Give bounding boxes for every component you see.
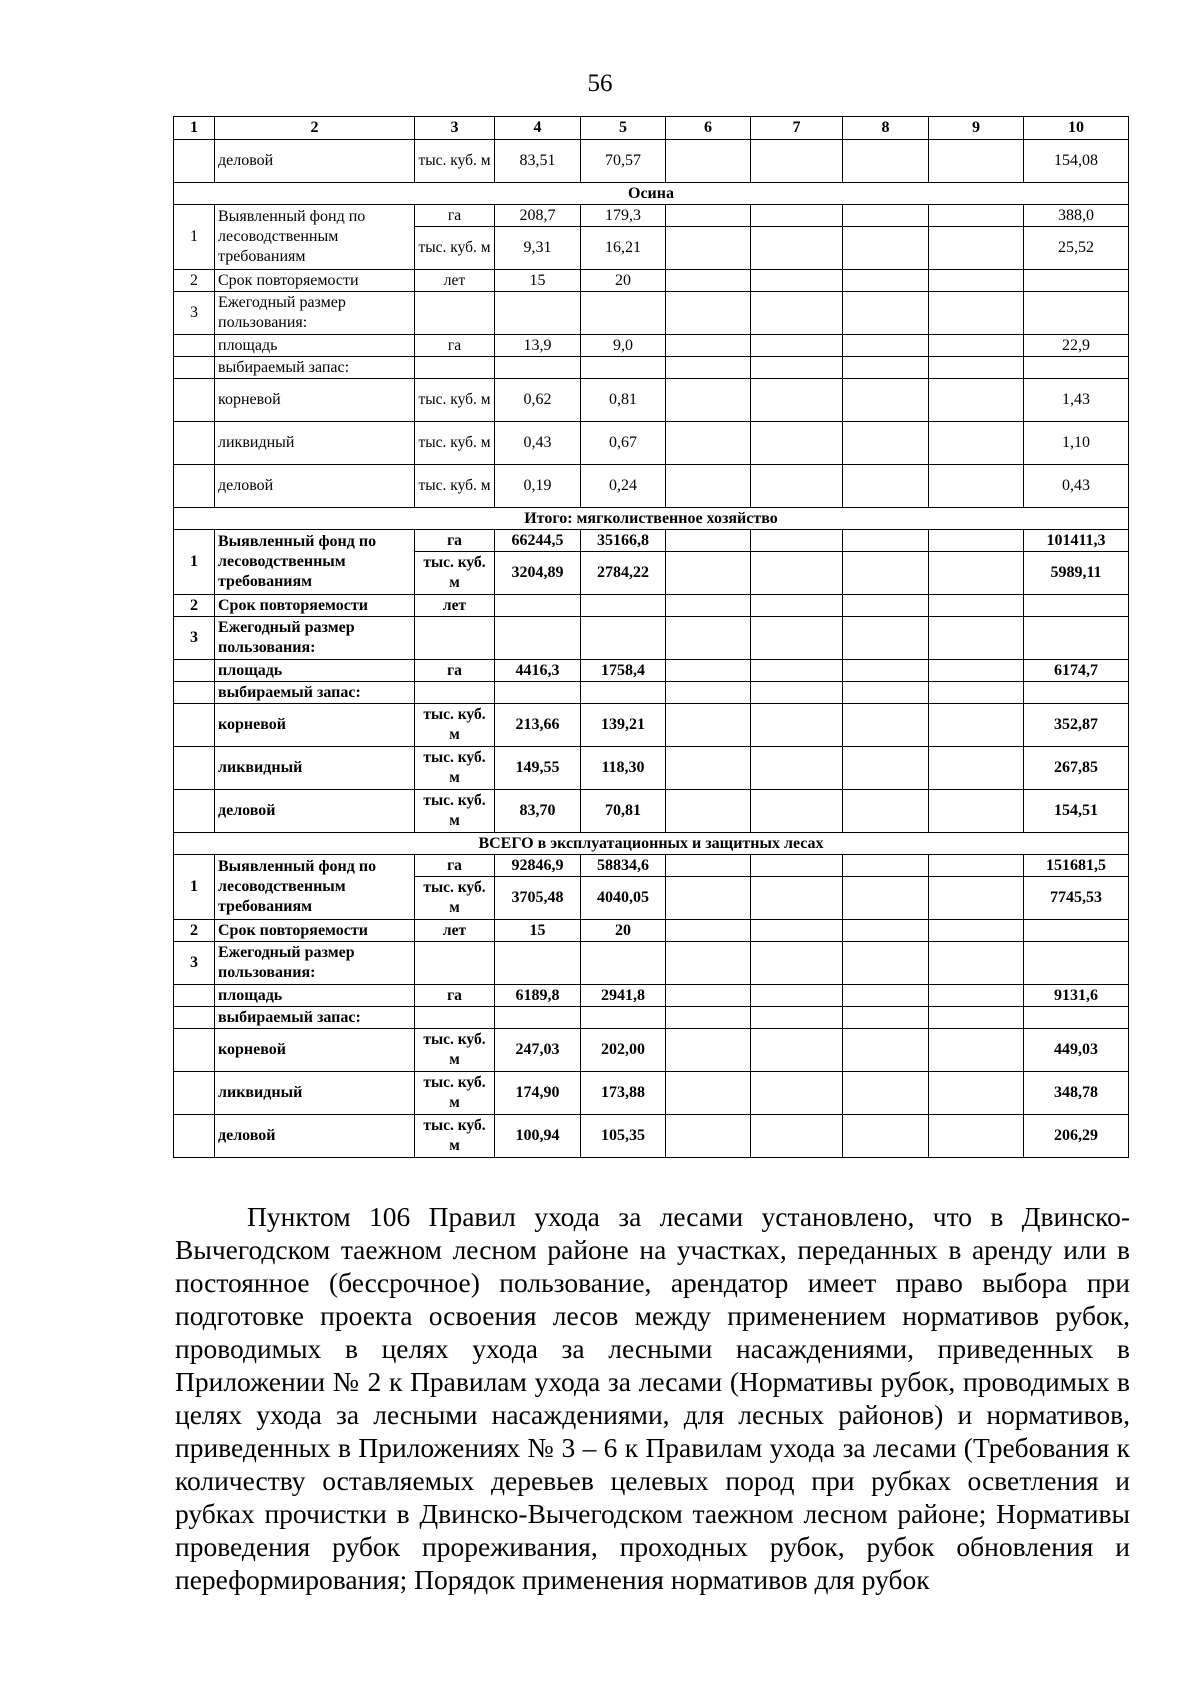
value-cell: 139,21 [581,704,666,747]
row-label: Срок повторяемости [215,595,415,617]
value-cell: 4416,3 [495,660,581,682]
row-number: 3 [174,292,215,335]
value-cell: 58834,6 [581,855,666,877]
value-cell: 35166,8 [581,530,666,552]
unit-cell: га [415,855,495,877]
value-cell: 22,9 [1024,335,1129,357]
section-header-row [174,833,1129,855]
value-cell: 149,55 [495,747,581,790]
value-cell: 247,03 [495,1029,581,1072]
row-label: корневой [215,704,415,747]
unit-cell: га [415,205,495,227]
value-cell: 6174,7 [1024,660,1129,682]
value-cell [581,595,666,617]
unit-cell: тыс. куб. м [415,422,495,465]
value-cell: 202,00 [581,1029,666,1072]
forest-use-table [173,116,1129,1158]
section-title: Итого: мягколиственное хозяйство [174,508,1129,530]
unit-cell: тыс. куб. м [415,790,495,833]
value-cell: 66244,5 [495,530,581,552]
col-header-5: 5 [581,117,666,140]
value-cell: 92846,9 [495,855,581,877]
table-row [174,1072,1129,1115]
row-number: 2 [174,920,215,942]
value-cell: 15 [495,270,581,292]
value-cell: 0,81 [581,379,666,422]
table-row [174,942,1129,985]
value-cell: 100,94 [495,1115,581,1158]
value-cell: 208,7 [495,205,581,227]
unit-cell: лет [415,595,495,617]
value-cell: 3705,48 [495,877,581,920]
unit-cell: тыс. куб. м [415,552,495,595]
value-cell: 6189,8 [495,985,581,1007]
table-row [174,205,1129,227]
row-label: площадь [215,660,415,682]
row-label: выбираемый запас: [215,357,415,379]
value-cell: 267,85 [1024,747,1129,790]
row-number: 3 [174,617,215,660]
header-row [174,117,1129,140]
table-row [174,270,1129,292]
value-cell: 83,70 [495,790,581,833]
body-text [175,1200,1130,1596]
row-label: площадь [215,335,415,357]
unit-cell: тыс. куб. м [415,465,495,508]
value-cell: 0,43 [495,422,581,465]
row-label: ликвидный [215,1072,415,1115]
col-header-8: 8 [843,117,929,140]
value-cell: 70,81 [581,790,666,833]
value-cell: 0,67 [581,422,666,465]
row-number: 3 [174,942,215,985]
col-header-1: 1 [174,117,215,140]
value-cell: 388,0 [1024,205,1129,227]
row-label: деловой [215,140,415,183]
table-row [174,855,1129,877]
table-row [174,617,1129,660]
col-header-3: 3 [415,117,495,140]
row-number: 2 [174,595,215,617]
unit-cell: га [415,530,495,552]
value-cell: 1,10 [1024,422,1129,465]
row-label: Выявленный фонд по лесоводственным требованиям [215,855,415,920]
table-row [174,140,1129,183]
value-cell: 173,88 [581,1072,666,1115]
value-cell: 179,3 [581,205,666,227]
value-cell: 2941,8 [581,985,666,1007]
section-title: ВСЕГО в эксплуатационных и защитных лесах [174,833,1129,855]
row-label: Ежегодный размер пользования: [215,942,415,985]
row-label: деловой [215,790,415,833]
value-cell: 118,30 [581,747,666,790]
row-label: Срок повторяемости [215,270,415,292]
value-cell: 213,66 [495,704,581,747]
value-cell: 9,31 [495,227,581,270]
unit-cell: га [415,660,495,682]
value-cell: 15 [495,920,581,942]
unit-cell: тыс. куб. м [415,227,495,270]
value-cell: 7745,53 [1024,877,1129,920]
value-cell: 20 [581,920,666,942]
table-row [174,704,1129,747]
value-cell: 20 [581,270,666,292]
table-row [174,660,1129,682]
value-cell: 348,78 [1024,1072,1129,1115]
col-header-7: 7 [751,117,843,140]
row-label: Выявленный фонд по лесоводственным требованиям [215,205,415,270]
table-row [174,747,1129,790]
value-cell: 3204,89 [495,552,581,595]
table-row [174,1029,1129,1072]
row-label: корневой [215,379,415,422]
value-cell: 151681,5 [1024,855,1129,877]
row-number: 1 [174,530,215,595]
value-cell: 174,90 [495,1072,581,1115]
value-cell [495,595,581,617]
row-label: выбираемый запас: [215,1007,415,1029]
row-label: Ежегодный размер пользования: [215,292,415,335]
value-cell: 154,51 [1024,790,1129,833]
value-cell: 9,0 [581,335,666,357]
value-cell: 1758,4 [581,660,666,682]
unit-cell: тыс. куб. м [415,379,495,422]
page-number: 56 [587,70,613,97]
value-cell: 2784,22 [581,552,666,595]
row-number: 1 [174,855,215,920]
row-number: 2 [174,270,215,292]
col-header-6: 6 [666,117,751,140]
section-header-row [174,508,1129,530]
table-row [174,985,1129,1007]
row-label: корневой [215,1029,415,1072]
col-header-10: 10 [1024,117,1129,140]
table-row [174,530,1129,552]
section-header-row [174,183,1129,205]
unit-cell: тыс. куб. м [415,704,495,747]
value-cell: 5989,11 [1024,552,1129,595]
table-row [174,790,1129,833]
value-cell: 25,52 [1024,227,1129,270]
col-header-2: 2 [215,117,415,140]
value-cell: 9131,6 [1024,985,1129,1007]
table-row [174,292,1129,335]
unit-cell: тыс. куб. м [415,1029,495,1072]
table-row [174,357,1129,379]
value-cell: 352,87 [1024,704,1129,747]
row-label: площадь [215,985,415,1007]
value-cell: 0,62 [495,379,581,422]
value-cell: 449,03 [1024,1029,1129,1072]
table-row [174,1007,1129,1029]
value-cell: 83,51 [495,140,581,183]
table-row [174,379,1129,422]
col-header-9: 9 [929,117,1024,140]
unit-cell: лет [415,270,495,292]
unit-cell: тыс. куб. м [415,877,495,920]
table-row [174,335,1129,357]
row-label: выбираемый запас: [215,682,415,704]
row-label: деловой [215,465,415,508]
table-row [174,465,1129,508]
row-label: деловой [215,1115,415,1158]
value-cell: 13,9 [495,335,581,357]
unit-cell: тыс. куб. м [415,1115,495,1158]
unit-cell: га [415,335,495,357]
table-row [174,595,1129,617]
row-label: Ежегодный размер пользования: [215,617,415,660]
value-cell: 4040,05 [581,877,666,920]
table-row [174,1115,1129,1158]
value-cell: 70,57 [581,140,666,183]
value-cell: 16,21 [581,227,666,270]
unit-cell: тыс. куб. м [415,1072,495,1115]
value-cell: 0,43 [1024,465,1129,508]
row-label: ликвидный [215,747,415,790]
unit-cell: тыс. куб. м [415,140,495,183]
value-cell: 1,43 [1024,379,1129,422]
unit-cell: лет [415,920,495,942]
table-row [174,682,1129,704]
unit-cell: тыс. куб. м [415,747,495,790]
col-header-4: 4 [495,117,581,140]
section-title: Осина [174,183,1129,205]
value-cell: 0,24 [581,465,666,508]
value-cell: 206,29 [1024,1115,1129,1158]
value-cell: 101411,3 [1024,530,1129,552]
body-paragraph: Пунктом 106 Правил ухода за лесами установлено, что в Двинско-Вычегодском таежном лесном районе на участках, переданных в аренду или в постоянное (бессрочное) пользование, арендатор имеет право выбора при подготовке проекта освоения лесов между применением нормативов рубок, проводимых в целях ухода за лесными насаждениями, приведенных в Приложении № 2 к Правилам ухода за лесами (Нормативы рубок, проводимых в целях ухода за лесными насаждениями, для лесных районов) и нормативов, приведенных в Приложениях № 3 – 6 к Правилам ухода за лесами (Требования к количеству оставляемых деревьев целевых пород при рубках осветления и рубках прочистки в Двинско-Вычегодском таежном лесном районе; Нормативы проведения рубок прореживания, проходных рубок, рубок обновления и переформирования; Порядок применения нормативов для рубок [175,1201,1130,1595]
value-cell: 105,35 [581,1115,666,1158]
table-row [174,920,1129,942]
value-cell: 0,19 [495,465,581,508]
value-cell: 154,08 [1024,140,1129,183]
row-label: ликвидный [215,422,415,465]
table-row [174,422,1129,465]
unit-cell: га [415,985,495,1007]
row-label: Срок повторяемости [215,920,415,942]
row-number: 1 [174,205,215,270]
row-label: Выявленный фонд по лесоводственным требованиям [215,530,415,595]
